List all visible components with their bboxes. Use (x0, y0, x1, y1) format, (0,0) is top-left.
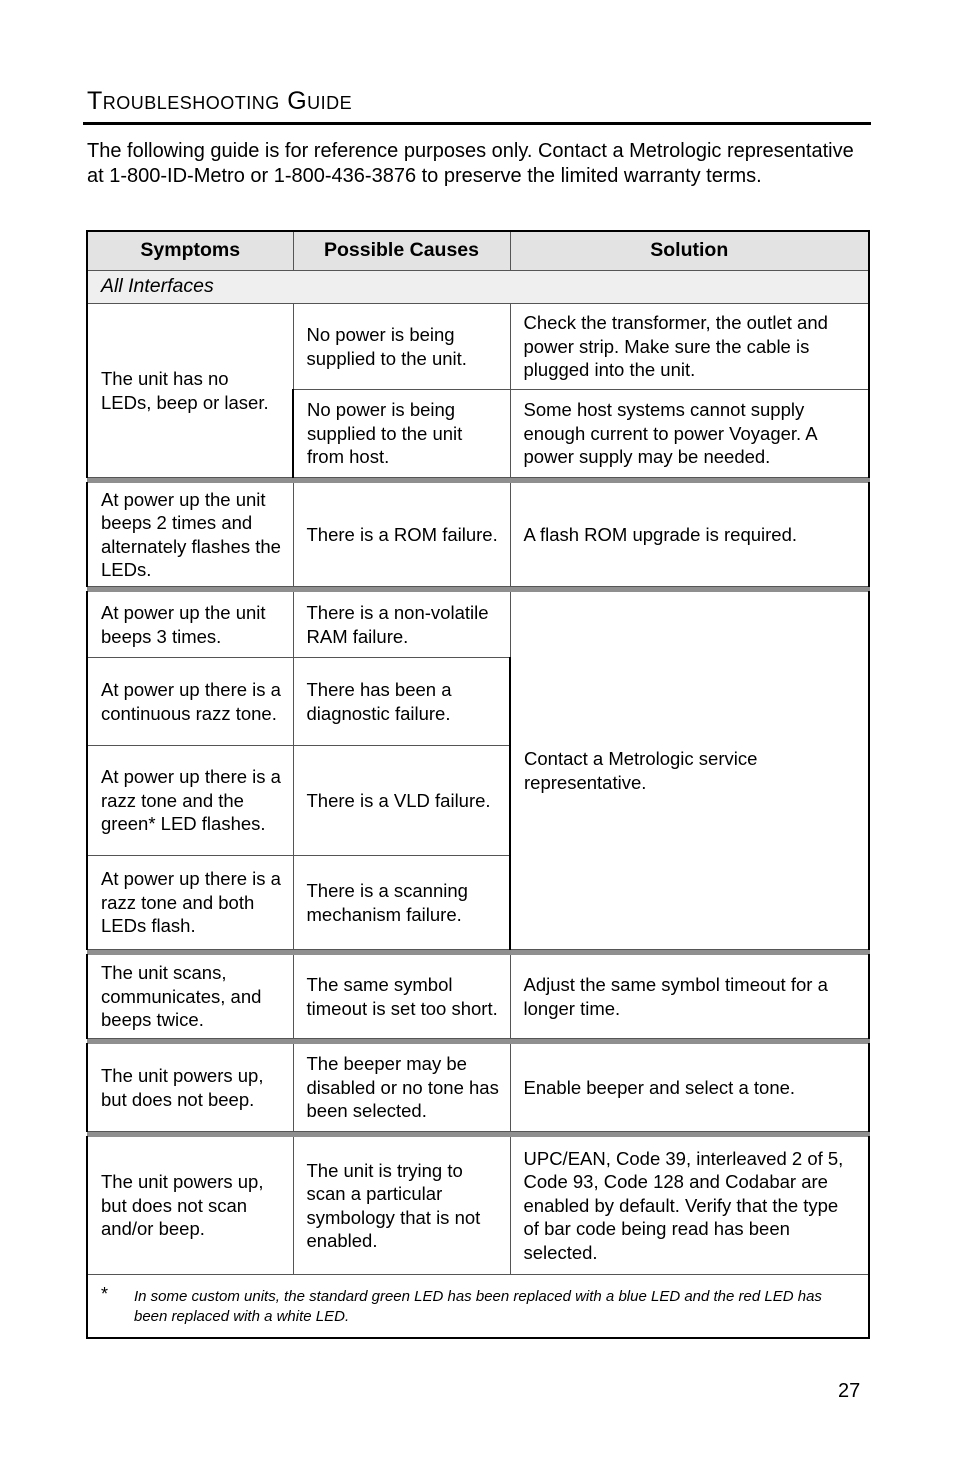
symptom-cell: At power up the unit beeps 3 times. (87, 592, 293, 658)
page-number: 27 (838, 1380, 861, 1402)
cause-cell: There has been a diagnostic failure. (293, 658, 510, 746)
solution-cell: UPC/EAN, Code 39, interleaved 2 of 5, Code 93, Code 128 and Codabar are enabled by default. Verify that the type of bar code being read has been selected. (510, 1137, 869, 1275)
cause-cell: The unit is trying to scan a particular symbology that is not enabled. (293, 1137, 510, 1275)
solution-cell: Some host systems cannot supply enough current to power Voyager. A power supply may be needed. (510, 390, 869, 478)
cause-cell: The same symbol timeout is set too short. (293, 955, 510, 1039)
header-solution: Solution (510, 231, 869, 271)
solution-cell: Adjust the same symbol timeout for a longer time. (510, 955, 869, 1039)
solution-cell: Check the transformer, the outlet and power strip. Make sure the cable is plugged into the unit. (510, 304, 869, 390)
solution-cell: Contact a Metrologic service representative. (510, 592, 869, 950)
symptom-cell: At power up there is a razz tone and both LEDs flash. (87, 856, 293, 950)
header-symptoms: Symptoms (87, 231, 293, 271)
cause-cell: There is a non-volatile RAM failure. (293, 592, 510, 658)
symptom-cell: At power up the unit beeps 2 times and alternately flashes the LEDs. (87, 483, 293, 587)
table-row (87, 1137, 869, 1275)
footnote-mark: * (101, 1284, 109, 1304)
symptom-cell: The unit powers up, but does not beep. (87, 1044, 293, 1132)
table-row (87, 483, 869, 587)
intro-paragraph: The following guide is for reference purposes only. Contact a Metrologic representative at 1-800-ID-Metro or 1-800-436-3876 to preserve the limited warranty terms. (87, 140, 854, 187)
table-row (87, 592, 869, 658)
symptom-cell: At power up there is a continuous razz tone. (87, 658, 293, 746)
cause-cell: There is a ROM failure. (293, 483, 510, 587)
symptom-cell: At power up there is a razz tone and the green* LED flashes. (87, 746, 293, 856)
cause-cell: There is a VLD failure. (293, 746, 510, 856)
symptom-cell: The unit has no LEDs, beep or laser. (87, 304, 293, 478)
table-row (87, 304, 869, 390)
footnote-cell (87, 1275, 869, 1339)
cause-cell: The beeper may be disabled or no tone has been selected. (293, 1044, 510, 1132)
footnote-row (87, 1275, 869, 1339)
troubleshooting-table (86, 230, 870, 1339)
title-rule (83, 122, 871, 125)
page-title: Troubleshooting Guide (87, 87, 353, 115)
cause-cell: There is a scanning mechanism failure. (293, 856, 510, 950)
table-header-row (87, 231, 869, 271)
cause-cell: No power is being supplied to the unit from host. (293, 390, 510, 478)
section-row (87, 271, 869, 304)
footnote-text: In some custom units, the standard green LED has been replaced with a blue LED and the red LED has been replaced with a white LED. (134, 1288, 822, 1325)
section-label: All Interfaces (87, 271, 869, 304)
symptom-cell: The unit powers up, but does not scan and/or beep. (87, 1137, 293, 1275)
table-row (87, 955, 869, 1039)
header-possible-causes: Possible Causes (293, 231, 510, 271)
solution-cell: A flash ROM upgrade is required. (510, 483, 869, 587)
table-row (87, 1044, 869, 1132)
solution-cell: Enable beeper and select a tone. (510, 1044, 869, 1132)
cause-cell: No power is being supplied to the unit. (293, 304, 510, 390)
symptom-cell: The unit scans, communicates, and beeps twice. (87, 955, 293, 1039)
